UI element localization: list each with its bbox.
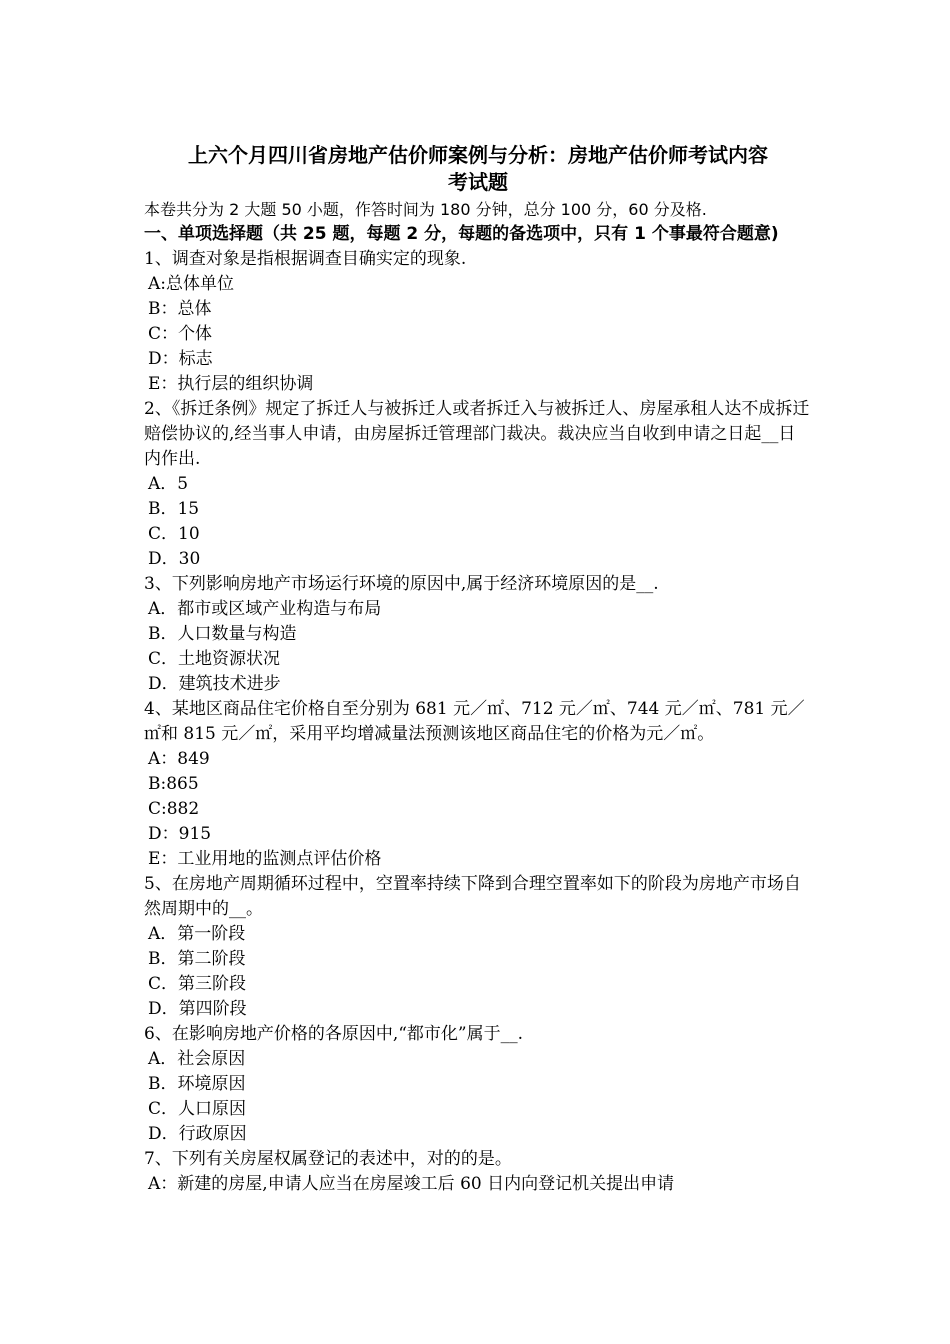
section-heading: 一、单项选择题（共 25 题，每题 2 分，每题的备选项中，只有 1 个事最符合题意) (144, 224, 779, 244)
question-block (144, 1147, 812, 1197)
question-stem: 3、下列影响房地产市场运行环境的原因中,属于经济环境原因的是__. (144, 574, 659, 594)
question-block (144, 247, 812, 397)
answer-option: C．土地资源状况 (148, 649, 281, 669)
answer-option: A：新建的房屋,申请人应当在房屋竣工后 60 日内向登记机关提出申请 (148, 1174, 675, 1194)
answer-option: D：标志 (148, 349, 213, 369)
answer-option: C:882 (148, 799, 200, 819)
answer-option: C．人口原因 (148, 1099, 247, 1119)
question-block (144, 872, 812, 1022)
question-block (144, 397, 812, 572)
answer-option: B．环境原因 (148, 1074, 246, 1094)
title-line-2: 考试题 (448, 170, 508, 194)
answer-option: B．人口数量与构造 (148, 624, 297, 644)
question-stem: 6、在影响房地产价格的各原因中,“都市化”属于__. (144, 1024, 524, 1044)
answer-option: A．5 (148, 474, 189, 494)
title-line-1: 上六个月四川省房地产估价师案例与分析：房地产估价师考试内容 (188, 143, 768, 167)
answer-option: D．30 (148, 549, 201, 569)
document-page (144, 142, 812, 1197)
answer-option: B．第二阶段 (148, 949, 246, 969)
question-block (144, 1022, 812, 1147)
answer-option: C．第三阶段 (148, 974, 247, 994)
answer-option: A:总体单位 (148, 274, 235, 294)
answer-option: D：915 (148, 824, 212, 844)
question-list (144, 247, 812, 1197)
answer-option: E：执行层的组织协调 (148, 374, 314, 394)
answer-option: A．都市或区域产业构造与布局 (148, 599, 382, 619)
question-stem: 4、某地区商品住宅价格自至分别为 681 元／㎡、712 元／㎡、744 元／㎡、781 元／㎡和 815 元／㎡，采用平均增减量法预测该地区商品住宅的价格为元／㎡。 (144, 699, 805, 744)
answer-option: D．建筑技术进步 (148, 674, 281, 694)
answer-option: A．第一阶段 (148, 924, 246, 944)
answer-option: D．行政原因 (148, 1124, 247, 1144)
answer-option: A：849 (148, 749, 210, 769)
question-stem: 2、《拆迁条例》规定了拆迁人与被拆迁人或者拆迁入与被拆迁人、房屋承租人达不成拆迁赔偿协议的,经当事人申请，由房屋拆迁管理部门裁决。裁决应当自收到申请之日起__日内作出. (144, 399, 810, 469)
answer-option: B：总体 (148, 299, 212, 319)
question-stem: 1、调查对象是指根据调查目确实定的现象. (144, 249, 467, 269)
answer-option: C．10 (148, 524, 200, 544)
answer-option: C：个体 (148, 324, 213, 344)
answer-option: A．社会原因 (148, 1049, 246, 1069)
question-block (144, 572, 812, 697)
answer-option: B．15 (148, 499, 200, 519)
question-block (144, 697, 812, 872)
answer-option: E：工业用地的监测点评估价格 (148, 849, 382, 869)
answer-option: D．第四阶段 (148, 999, 247, 1019)
question-stem: 5、在房地产周期循环过程中，空置率持续下降到合理空置率如下的阶段为房地产市场自然周期中的__。 (144, 874, 801, 919)
answer-option: B:865 (148, 774, 199, 794)
question-stem: 7、下列有关房屋权属登记的表述中，对的的是。 (144, 1149, 512, 1169)
exam-intro: 本卷共分为 2 大题 50 小题，作答时间为 180 分钟，总分 100 分，60 分及格. (144, 200, 707, 219)
document-title (144, 142, 812, 196)
